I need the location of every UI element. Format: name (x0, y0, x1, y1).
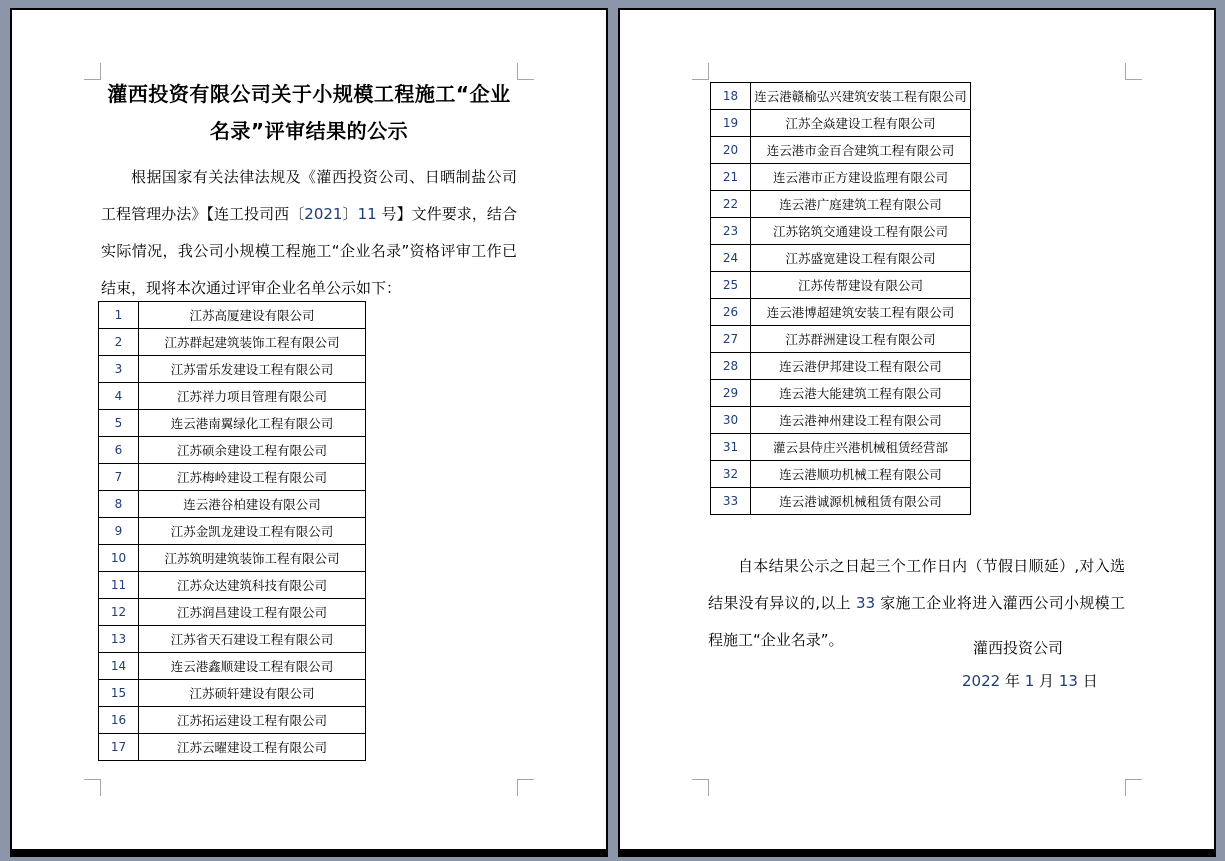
margin-crop-mark-bottom-right (517, 779, 534, 796)
row-number-cell: 14 (99, 653, 139, 680)
company-name-cell: 江苏雷乐发建设工程有限公司 (139, 356, 366, 383)
row-number-cell: 8 (99, 491, 139, 518)
table-row (99, 707, 366, 734)
row-number-cell: 31 (711, 434, 751, 461)
table-row (711, 299, 971, 326)
company-name-cell: 江苏传帮建设有限公司 (751, 272, 971, 299)
company-name-cell: 江苏铭筑交通建设工程有限公司 (751, 218, 971, 245)
company-table-page1 (98, 301, 366, 761)
row-number-cell: 22 (711, 191, 751, 218)
company-name-cell: 连云港市金百合建筑工程有限公司 (751, 137, 971, 164)
row-number-cell: 6 (99, 437, 139, 464)
row-number-cell: 23 (711, 218, 751, 245)
table-row (711, 380, 971, 407)
numeral: 2021 (304, 205, 343, 223)
numeral: 2022 (962, 672, 1001, 690)
row-number-cell: 27 (711, 326, 751, 353)
row-number-cell: 16 (99, 707, 139, 734)
row-number-cell: 4 (99, 383, 139, 410)
company-name-cell: 连云港伊邦建设工程有限公司 (751, 353, 971, 380)
row-number-cell: 17 (99, 734, 139, 761)
document-page-1 (10, 8, 608, 857)
numeral: 1 (1024, 672, 1035, 690)
margin-crop-mark-top-left (84, 63, 101, 80)
company-name-cell: 连云港博超建筑安装工程有限公司 (751, 299, 971, 326)
row-number-cell: 7 (99, 464, 139, 491)
company-name-cell: 江苏梅岭建设工程有限公司 (139, 464, 366, 491)
company-name-cell: 连云港顺功机械工程有限公司 (751, 461, 971, 488)
table-row (711, 191, 971, 218)
table-row (711, 488, 971, 515)
row-number-cell: 33 (711, 488, 751, 515)
table-row (99, 680, 366, 707)
row-number-cell: 32 (711, 461, 751, 488)
margin-crop-mark-top-right (1125, 63, 1142, 80)
table-row (711, 407, 971, 434)
margin-crop-mark-bottom-left (84, 779, 101, 796)
table-row (99, 491, 366, 518)
company-name-cell: 连云港赣榆弘兴建筑安装工程有限公司 (751, 83, 971, 110)
table-row (99, 518, 366, 545)
row-number-cell: 25 (711, 272, 751, 299)
company-name-cell: 江苏拓运建设工程有限公司 (139, 707, 366, 734)
company-name-cell: 江苏群洲建设工程有限公司 (751, 326, 971, 353)
company-name-cell: 连云港神州建设工程有限公司 (751, 407, 971, 434)
company-name-cell: 江苏盛宽建设工程有限公司 (751, 245, 971, 272)
row-number-cell: 10 (99, 545, 139, 572)
company-name-cell: 连云港鑫顺建设工程有限公司 (139, 653, 366, 680)
table-row (99, 626, 366, 653)
company-name-cell: 灌云县侍庄兴港机械租赁经营部 (751, 434, 971, 461)
table-row (711, 353, 971, 380)
company-name-cell: 连云港谷柏建设有限公司 (139, 491, 366, 518)
table-row (99, 383, 366, 410)
company-name-cell: 连云港诚源机械租赁有限公司 (751, 488, 971, 515)
row-number-cell: 3 (99, 356, 139, 383)
margin-crop-mark-top-right (517, 63, 534, 80)
table-row (711, 245, 971, 272)
table-row (711, 164, 971, 191)
signature-line: 灌西投资公司 (973, 639, 1064, 657)
date-line: 2022 年 1 月 13 日 (962, 672, 1098, 690)
company-name-cell: 连云港大能建筑工程有限公司 (751, 380, 971, 407)
table-row (99, 734, 366, 761)
table-row (711, 434, 971, 461)
company-name-cell: 江苏金凯龙建设工程有限公司 (139, 518, 366, 545)
company-name-cell: 连云港南翼绿化工程有限公司 (139, 410, 366, 437)
company-name-cell: 江苏硕轩建设有限公司 (139, 680, 366, 707)
row-number-cell: 9 (99, 518, 139, 545)
company-name-cell: 江苏润昌建设工程有限公司 (139, 599, 366, 626)
intro-paragraph: 根据国家有关法律法规及《灌西投资公司、日晒制盐公司工程管理办法》【连工投司西〔2021〕11 号】文件要求，结合实际情况，我公司小规模工程施工“企业名录”资格评审工作已结束，现将本次通过评审企业名单公示如下： (101, 168, 517, 297)
table-row (711, 272, 971, 299)
table-row (99, 410, 366, 437)
table-row (99, 653, 366, 680)
row-number-cell: 28 (711, 353, 751, 380)
row-number-cell: 24 (711, 245, 751, 272)
row-number-cell: 26 (711, 299, 751, 326)
table-row (711, 137, 971, 164)
row-number-cell: 15 (99, 680, 139, 707)
company-name-cell: 连云港广庭建筑工程有限公司 (751, 191, 971, 218)
row-number-cell: 18 (711, 83, 751, 110)
row-number-cell: 21 (711, 164, 751, 191)
company-name-cell: 江苏云曜建设工程有限公司 (139, 734, 366, 761)
company-name-cell: 江苏全焱建设工程有限公司 (751, 110, 971, 137)
numeral: 13 (1058, 672, 1078, 690)
row-number-cell: 30 (711, 407, 751, 434)
row-number-cell: 20 (711, 137, 751, 164)
table-row (99, 599, 366, 626)
company-name-cell: 江苏高厦建设有限公司 (139, 302, 366, 329)
company-name-cell: 连云港市正方建设监理有限公司 (751, 164, 971, 191)
table-row (711, 83, 971, 110)
table-row (99, 329, 366, 356)
margin-crop-mark-top-left (692, 63, 709, 80)
table-row (99, 572, 366, 599)
numeral: 11 (357, 205, 377, 223)
table-row (99, 302, 366, 329)
table-row (711, 326, 971, 353)
row-number-cell: 5 (99, 410, 139, 437)
closing-paragraph: 自本结果公示之日起三个工作日内（节假日顺延）,对入选结果没有异议的,以上 33 家施工企业将进入灌西公司小规模工程施工“企业名录”。 (708, 557, 1125, 649)
row-number-cell: 2 (99, 329, 139, 356)
table-row (99, 464, 366, 491)
company-name-cell: 江苏众达建筑科技有限公司 (139, 572, 366, 599)
row-number-cell: 29 (711, 380, 751, 407)
company-name-cell: 江苏祥力项目管理有限公司 (139, 383, 366, 410)
row-number-cell: 13 (99, 626, 139, 653)
row-number-cell: 19 (711, 110, 751, 137)
company-name-cell: 江苏硕余建设工程有限公司 (139, 437, 366, 464)
table-row (99, 356, 366, 383)
margin-crop-mark-bottom-right (1125, 779, 1142, 796)
numeral: 33 (856, 594, 876, 612)
table-row (99, 437, 366, 464)
margin-crop-mark-bottom-left (692, 779, 709, 796)
table-row (711, 218, 971, 245)
table-row (711, 110, 971, 137)
table-row (711, 461, 971, 488)
row-number-cell: 11 (99, 572, 139, 599)
page1-text-area (101, 10, 517, 307)
company-name-cell: 江苏省天石建设工程有限公司 (139, 626, 366, 653)
company-table-page2 (710, 82, 971, 515)
row-number-cell: 1 (99, 302, 139, 329)
table-row (99, 545, 366, 572)
company-name-cell: 江苏群起建筑装饰工程有限公司 (139, 329, 366, 356)
row-number-cell: 12 (99, 599, 139, 626)
company-name-cell: 江苏筑明建筑装饰工程有限公司 (139, 545, 366, 572)
document-title: 灌西投资有限公司关于小规模工程施工“企业名录”评审结果的公示 (107, 82, 511, 143)
document-page-2 (618, 8, 1216, 857)
